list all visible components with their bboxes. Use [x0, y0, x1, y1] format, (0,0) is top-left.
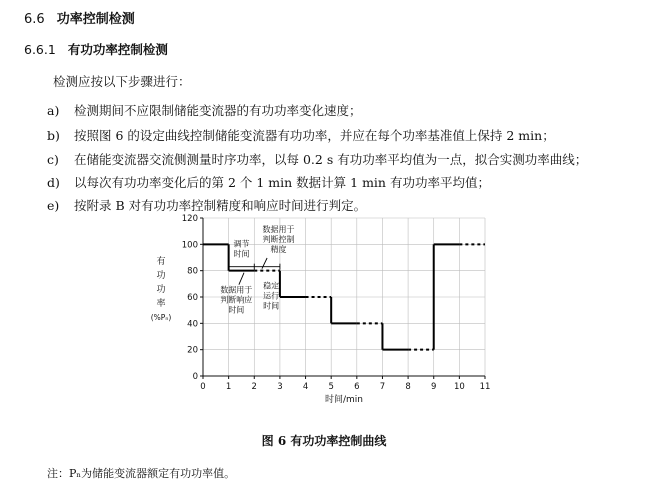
x-tick-label: 3 [277, 382, 283, 392]
list-item-text: 在储能变流器交流侧测量时序功率，以每 0.2 s 有功功率平均值为一点，拟合实测功率曲线； [74, 152, 588, 167]
intro-paragraph: 检测应按以下步骤进行： [53, 74, 191, 89]
x-tick-label: 11 [479, 382, 491, 392]
response-data-arrow [239, 273, 244, 285]
stable-time-label: 运行 [263, 291, 280, 301]
list-item-label: b) [47, 128, 60, 143]
list-item [47, 173, 490, 191]
adjust-time-label: 调节 [233, 239, 250, 249]
y-tick-label: 60 [187, 293, 198, 303]
annotations [220, 224, 294, 315]
y-axis-label-line: 有 [156, 257, 166, 267]
response-data-label: 时间 [228, 305, 245, 315]
y-tick-label: 80 [187, 266, 198, 277]
x-tick-label: 8 [405, 382, 411, 392]
list-item-text: 检测期间不应限制储能变流器的有功功率变化速度； [74, 103, 362, 118]
list-item [47, 126, 555, 144]
section-title: 功率控制检测 [56, 12, 135, 27]
stable-time-label: 稳定 [263, 281, 280, 291]
list-item-text: 按附录 B 对有功功率控制精度和响应时间进行判定。 [74, 198, 367, 213]
response-data-label: 判断响应 [220, 295, 253, 305]
footnote: 注：Pₙ为储能变流器额定有功功率值。 [47, 467, 236, 480]
subsection-number: 6.6.1 [24, 42, 56, 57]
response-data-label: 数据用于 [220, 285, 253, 295]
list-item-text: 以每次有功功率变化后的第 2 个 1 min 数据计算 1 min 有功功率平均值； [74, 175, 490, 190]
section-heading [24, 8, 135, 27]
figure-caption: 图 6 有功功率控制曲线 [261, 434, 387, 448]
list-item-text: 按照图 6 的设定曲线控制储能变流器有功功率，并应在每个功率基准值上保持 2 min； [74, 128, 555, 143]
list-item [47, 150, 587, 168]
list-item-label: d) [47, 175, 60, 190]
x-axis-label: 时间/min [324, 395, 364, 405]
list-item-label: e) [47, 198, 60, 213]
section-number: 6.6 [24, 12, 45, 27]
y-tick-label: 120 [181, 214, 198, 224]
list-item-label: a) [47, 103, 60, 118]
accuracy-data-label: 精度 [270, 245, 287, 254]
adjust-time-label: 时间 [233, 249, 250, 259]
x-tick-label: 10 [453, 382, 465, 392]
y-axis-label-line: 率 [156, 299, 166, 309]
x-tick-label: 9 [431, 382, 437, 392]
y-axis-label-line: (%Pₙ) [150, 313, 172, 322]
y-tick-label: 0 [192, 372, 198, 382]
stable-time-label: 时间 [263, 301, 280, 311]
x-tick-label: 4 [302, 382, 309, 392]
y-tick-label: 100 [181, 240, 198, 251]
list-item-label: c) [47, 152, 59, 167]
x-tick-label: 2 [251, 382, 257, 392]
x-tick-label: 7 [379, 382, 386, 392]
y-tick-label: 40 [187, 319, 198, 330]
x-tick-label: 1 [225, 382, 232, 392]
subsection-heading [24, 40, 168, 58]
y-tick-label: 20 [187, 345, 198, 356]
accuracy-data-label: 判断控制 [262, 235, 295, 244]
y-axis-label-line: 功 [156, 271, 166, 281]
x-tick-label: 5 [328, 382, 334, 392]
power-control-chart [145, 212, 495, 412]
subsection-title: 有功功率控制检测 [67, 42, 168, 57]
y-axis-label [151, 255, 172, 322]
list-item [47, 101, 362, 119]
x-tick-label: 6 [354, 382, 360, 392]
x-tick-label: 0 [200, 382, 206, 392]
y-axis-label-line: 功 [156, 285, 166, 295]
accuracy-data-label: 数据用于 [262, 225, 295, 234]
